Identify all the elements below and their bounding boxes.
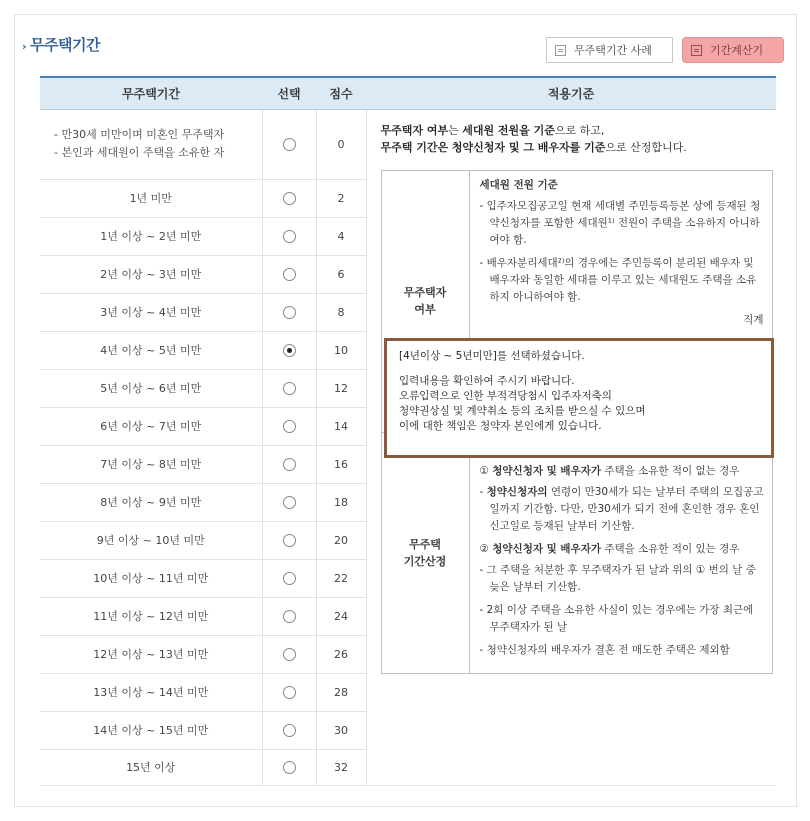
period-cell: 2년 이상 ~ 3년 미만 xyxy=(40,255,262,293)
sub-bold: 청약신청자 및 배우자가 xyxy=(492,464,602,477)
select-cell xyxy=(262,559,316,597)
period-cell: 6년 이상 ~ 7년 미만 xyxy=(40,407,262,445)
score-cell: 16 xyxy=(316,445,366,483)
column-header-score: 점수 xyxy=(316,77,366,109)
column-header-select: 선택 xyxy=(262,77,316,109)
column-header-criteria: 적용기준 xyxy=(366,77,776,109)
select-cell xyxy=(262,521,316,559)
sub-bold: 청약신청자 및 배우자가 xyxy=(492,542,602,555)
period-line: - 본인과 세대원이 주택을 소유한 자 xyxy=(54,146,225,159)
section-label-line: 여부 xyxy=(414,303,436,316)
select-cell xyxy=(262,217,316,255)
criteria-item: - 입주자모집공고일 현재 세대별 주민등록등본 상에 등재된 청약신청자를 포함한 세대원¹⁾ 전원이 주택을 소유하지 아니하여야 함. xyxy=(479,199,761,246)
score-cell: 10 xyxy=(316,331,366,369)
score-cell: 2 xyxy=(316,179,366,217)
period-cell: 15년 이상 xyxy=(40,749,262,785)
sub-text: 주택을 소유한 적이 없는 경우 xyxy=(601,464,740,477)
period-radio[interactable] xyxy=(283,648,296,661)
alert-line: 오류입력으로 인한 부적격당첨시 입주자저축의 xyxy=(399,390,612,402)
period-cell: 10년 이상 ~ 11년 미만 xyxy=(40,559,262,597)
select-cell xyxy=(262,109,316,179)
period-radio[interactable] xyxy=(283,572,296,585)
period-line: - 만30세 미만이며 미혼인 무주택자 xyxy=(54,128,225,141)
alert-line: 입력내용을 확인하여 주시기 바랍니다. xyxy=(399,375,575,387)
criteria-item-partial: 직계 xyxy=(743,313,764,326)
select-cell xyxy=(262,597,316,635)
select-cell xyxy=(262,749,316,785)
period-cell xyxy=(40,109,262,179)
criteria-intro xyxy=(381,122,777,156)
document-icon xyxy=(555,45,566,56)
section-subtitle xyxy=(480,541,764,558)
intro-text: 으로 하고, xyxy=(554,123,605,137)
criteria-item: - 청약신청자의 연령이 만30세가 되는 날부터 주택의 모집공고일까지 기간함. 다만, 만30세가 되기 전에 혼인한 경우 혼인신고일로 등재된 날부터 기산함. xyxy=(479,485,764,532)
section-content xyxy=(469,432,772,673)
item-text: 연령이 만30세가 되는 날부터 주택의 모집공고일까지 기간함. 다만, 만30세가 되기 전에 혼인한 경우 혼인신고일로 등재된 날부터 기산함. xyxy=(489,485,764,532)
select-cell xyxy=(262,407,316,445)
section-label-line: 기간산정 xyxy=(403,554,447,568)
period-radio[interactable] xyxy=(283,458,296,471)
criteria-item: - 배우자분리세대²⁾의 경우에는 주민등록이 분리된 배우자 및 배우자와 동일한 세대를 이루고 있는 세대원도 주택을 소유하지 아니하여야 함. xyxy=(479,256,757,303)
select-cell xyxy=(262,255,316,293)
period-radio[interactable] xyxy=(283,610,296,623)
select-cell xyxy=(262,673,316,711)
intro-bold: 세대원 전원을 기준 xyxy=(462,123,555,137)
select-cell xyxy=(262,445,316,483)
period-radio[interactable] xyxy=(283,230,296,243)
score-cell: 6 xyxy=(316,255,366,293)
select-cell xyxy=(262,711,316,749)
score-cell: 18 xyxy=(316,483,366,521)
period-cell: 4년 이상 ~ 5년 미만 xyxy=(40,331,262,369)
alert-line: 청약권상실 및 계약취소 등의 조치를 받으실 수 있으며 xyxy=(399,405,646,417)
title-arrow-icon: › xyxy=(22,40,27,53)
sub-num: ① xyxy=(479,464,493,477)
intro-text: 으로 산정합니다. xyxy=(605,140,687,154)
criteria-item: - 그 주택을 처분한 후 무주택자가 된 날과 위의 ① 번의 날 중 늦은 날부터 기산함. xyxy=(479,563,756,593)
period-radio[interactable] xyxy=(283,268,296,281)
period-radio[interactable] xyxy=(283,138,296,151)
period-cell: 14년 이상 ~ 15년 미만 xyxy=(40,711,262,749)
period-radio[interactable] xyxy=(283,724,296,737)
score-cell: 24 xyxy=(316,597,366,635)
period-cell: 11년 이상 ~ 12년 미만 xyxy=(40,597,262,635)
sub-num: ② xyxy=(479,542,493,555)
score-cell: 8 xyxy=(316,293,366,331)
score-cell: 32 xyxy=(316,749,366,785)
intro-bold: 무주택 기간은 청약신청자 및 그 배우자를 기준 xyxy=(380,140,606,154)
section-title xyxy=(22,34,100,55)
section-label xyxy=(381,432,469,673)
period-radio[interactable] xyxy=(283,344,296,357)
period-cell: 1년 이상 ~ 2년 미만 xyxy=(40,217,262,255)
period-radio[interactable] xyxy=(283,382,296,395)
sub-text: 주택을 소유한 적이 있는 경우 xyxy=(601,542,740,555)
section-title-text: 무주택기간 xyxy=(30,36,100,54)
score-cell: 4 xyxy=(316,217,366,255)
alert-line: [4년이상 ~ 5년미만]를 선택하셨습니다. xyxy=(399,350,585,362)
period-cell: 3년 이상 ~ 4년 미만 xyxy=(40,293,262,331)
score-cell: 22 xyxy=(316,559,366,597)
select-cell xyxy=(262,369,316,407)
criteria-item: - 2회 이상 주택을 소유한 사실이 있는 경우에는 가장 최근에 무주택자가 된 날 xyxy=(479,603,754,633)
score-cell: 26 xyxy=(316,635,366,673)
period-cell: 12년 이상 ~ 13년 미만 xyxy=(40,635,262,673)
select-cell xyxy=(262,293,316,331)
period-calculator-button[interactable] xyxy=(682,37,784,63)
score-cell: 12 xyxy=(316,369,366,407)
score-cell: 0 xyxy=(316,109,366,179)
score-cell: 14 xyxy=(316,407,366,445)
score-cell: 30 xyxy=(316,711,366,749)
select-cell xyxy=(262,179,316,217)
select-cell xyxy=(262,635,316,673)
selection-alert-popup xyxy=(384,338,774,458)
intro-bold: 무주택자 여부 xyxy=(380,123,449,137)
period-cell: 8년 이상 ~ 9년 미만 xyxy=(40,483,262,521)
select-cell xyxy=(262,331,316,369)
period-cell: 13년 이상 ~ 14년 미만 xyxy=(40,673,262,711)
period-cell: 7년 이상 ~ 8년 미만 xyxy=(40,445,262,483)
calculator-button-label: 기간계산기 xyxy=(710,44,764,57)
housing-period-example-button[interactable] xyxy=(546,37,673,63)
period-cell: 9년 이상 ~ 10년 미만 xyxy=(40,521,262,559)
criteria-section-period-calc xyxy=(381,432,772,673)
table-header-row xyxy=(40,77,776,109)
period-radio[interactable] xyxy=(283,306,296,319)
period-cell: 5년 이상 ~ 6년 미만 xyxy=(40,369,262,407)
period-radio[interactable] xyxy=(283,420,296,433)
period-radio[interactable] xyxy=(283,686,296,699)
intro-text: 는 xyxy=(448,123,463,137)
criteria-item: - 청약신청자의 배우자가 결혼 전 매도한 주택은 제외함 xyxy=(479,643,730,656)
period-cell: 1년 미만 xyxy=(40,179,262,217)
table-row xyxy=(40,109,776,179)
column-header-period: 무주택기간 xyxy=(40,77,262,109)
select-cell xyxy=(262,483,316,521)
example-button-label: 무주택기간 사례 xyxy=(574,44,652,57)
period-radio[interactable] xyxy=(283,761,296,774)
item-bold: 청약신청자의 xyxy=(486,485,548,498)
section-subtitle: 세대원 전원 기준 xyxy=(479,178,558,191)
section-label-line: 무주택 xyxy=(409,537,441,551)
score-cell: 20 xyxy=(316,521,366,559)
period-radio[interactable] xyxy=(283,496,296,509)
period-radio[interactable] xyxy=(283,192,296,205)
alert-line: 이에 대한 책임은 청약자 본인에게 있습니다. xyxy=(399,420,602,432)
section-subtitle xyxy=(480,463,764,480)
period-radio[interactable] xyxy=(283,534,296,547)
section-label-line: 무주택자 xyxy=(403,286,447,299)
score-cell: 28 xyxy=(316,673,366,711)
calculator-icon xyxy=(691,45,702,56)
